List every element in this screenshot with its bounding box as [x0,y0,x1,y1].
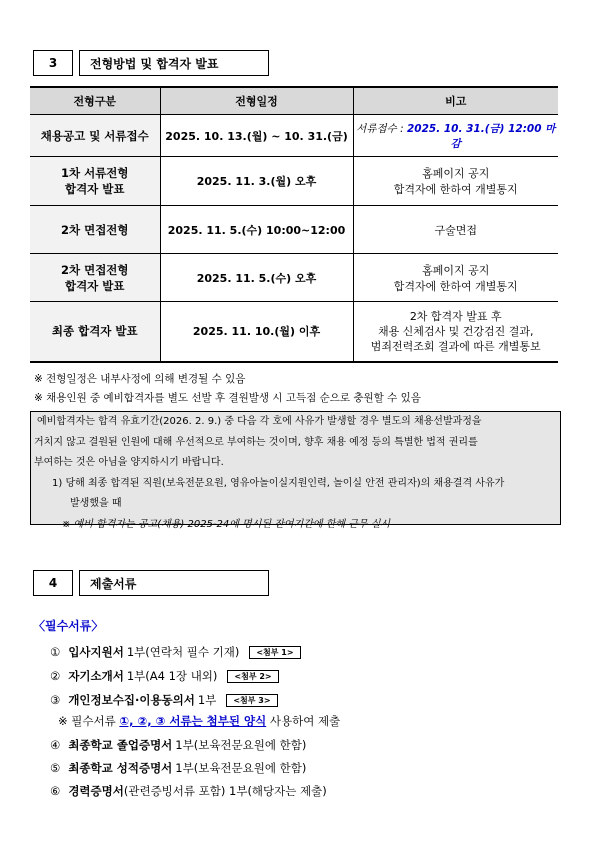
doc-detail: 1부(보육전문요원에 한함) [175,761,307,775]
table-header-row [30,87,558,115]
note-highlight: ①, ②, ③ 서류는 첨부된 양식 [119,714,267,728]
doc-name: 입사지원서 [68,645,124,659]
date-cell: 2025. 11. 3.(월) 오후 [160,157,353,206]
stage-cell: 2차 면접전형 [30,206,160,254]
doc-name: 개인정보수집·이용동의서 [68,693,195,707]
doc-name: 자기소개서 [68,669,124,683]
section-title: 제출서류 [79,570,269,596]
doc-number: ① [50,645,61,659]
column-header: 비고 [353,87,558,115]
doc-item [50,760,306,776]
attachment-tag: <첨부 3> [226,694,277,707]
doc-number: ② [50,669,61,683]
attachment-tag: <첨부 1> [249,646,300,659]
remark-cell: 구술면접 [353,206,558,254]
deadline-highlight: 2025. 10. 31.(금) 12:00 마감 [406,122,556,150]
notice-line: 예비합격자는 합격 유효기간(2026. 2. 9.) 중 다음 각 호에 사유가 발생할 경우 별도의 채용선발과정을 [37,416,482,427]
doc-number: ③ [50,693,61,707]
notice-italic-note: ※ 예비 합격자는 공고(채용) 2025-24에 명시된 잔여기간에 한해 근무 실시 [62,518,391,530]
schedule-table [30,86,558,363]
doc-detail: 1부(보육전문요원에 한함) [175,738,307,752]
date-cell: 2025. 10. 13.(월) ~ 10. 31.(금) [160,115,353,157]
date-cell: 2025. 11. 10.(월) 이후 [160,302,353,362]
remark-prefix: 서류접수 : [356,122,407,135]
doc-item [50,668,279,684]
remark-cell [353,157,558,206]
notice-line: 부여하는 것은 아님을 양지하시기 바랍니다. [34,457,224,468]
table-row [30,254,558,302]
reserve-notice-box [30,411,561,530]
attachment-tag: <첨부 2> [227,670,278,683]
notice-item: 1) 당해 최종 합격된 직원(보육전문요원, 영유아놀이실지원인력, 놀이실 안전 관리자)의 채용결격 사유가 [52,477,505,489]
stage-line: 2차 면접전형 [60,262,129,277]
notice-line: 거치지 않고 결원된 인원에 대해 우선적으로 부여하는 것이며, 향후 채용 예정 등의 특별한 법적 권리를 [34,436,478,448]
stage-cell [30,157,160,206]
remark-line: 2차 합격자 발표 후 [409,309,502,323]
remark-line: 홈페이지 공지 [422,167,490,180]
doc-detail: 1부(연락처 필수 기재) [126,645,240,659]
schedule-note: ※ 채용인원 중 예비합격자를 별도 선발 후 결원발생 시 고득점 순으로 충원할 수 있음 [34,392,421,404]
doc-name: 최종학교 졸업증명서 [68,738,173,752]
section-3-header [33,50,269,76]
notice-item: 발생했을 때 [70,498,122,509]
doc-name: 최종학교 성적증명서 [68,761,173,775]
doc-number: ⑤ [50,761,61,775]
section-4-header [33,570,269,596]
doc-item [50,783,327,799]
remark-cell [353,302,558,362]
table-row [30,206,558,254]
column-header: 전형구분 [30,87,160,115]
table-row [30,302,558,362]
section-number: 4 [33,570,73,596]
stage-cell: 채용공고 및 서류접수 [30,115,160,157]
remark-line: 채용 신체검사 및 건강검진 결과, [377,324,534,338]
doc-item [50,692,278,708]
doc-number: ④ [50,738,61,752]
date-cell: 2025. 11. 5.(수) 오후 [160,254,353,302]
stage-line: 합격자 발표 [64,278,125,293]
table-row [30,157,558,206]
required-docs-note [58,713,340,729]
table-row [30,115,558,157]
date-cell: 2025. 11. 5.(수) 10:00~12:00 [160,206,353,254]
schedule-note: ※ 전형일정은 내부사정에 의해 변경될 수 있음 [34,373,246,385]
doc-item [50,737,306,753]
note-prefix: ※ 필수서류 [58,714,120,728]
remark-line: 범죄전력조회 결과에 따른 개별통보 [370,339,541,353]
section-title: 전형방법 및 합격자 발표 [79,50,269,76]
remark-line: 홈페이지 공지 [422,263,490,277]
stage-cell: 최종 합격자 발표 [30,302,160,362]
stage-line: 1차 서류전형 [60,166,129,180]
section-number: 3 [33,50,73,76]
stage-line: 합격자 발표 [64,182,125,196]
doc-number: ⑥ [50,784,61,798]
note-suffix: 사용하여 제출 [266,714,341,728]
remark-line: 합격자에 한하여 개별통지 [393,279,518,293]
doc-detail: 1부 [197,693,217,707]
doc-detail: 1부(A4 1장 내외) [126,669,218,683]
doc-name: 경력증명서 [68,784,124,798]
stage-cell [30,254,160,302]
doc-detail: (관련증빙서류 포함) 1부(해당자는 제출) [123,784,327,798]
column-header: 전형일정 [160,87,353,115]
doc-item [50,644,301,660]
remark-cell [353,254,558,302]
required-docs-title: 〈필수서류〉 [33,619,104,633]
remark-line: 합격자에 한하여 개별통지 [393,183,518,196]
remark-cell [353,115,558,157]
